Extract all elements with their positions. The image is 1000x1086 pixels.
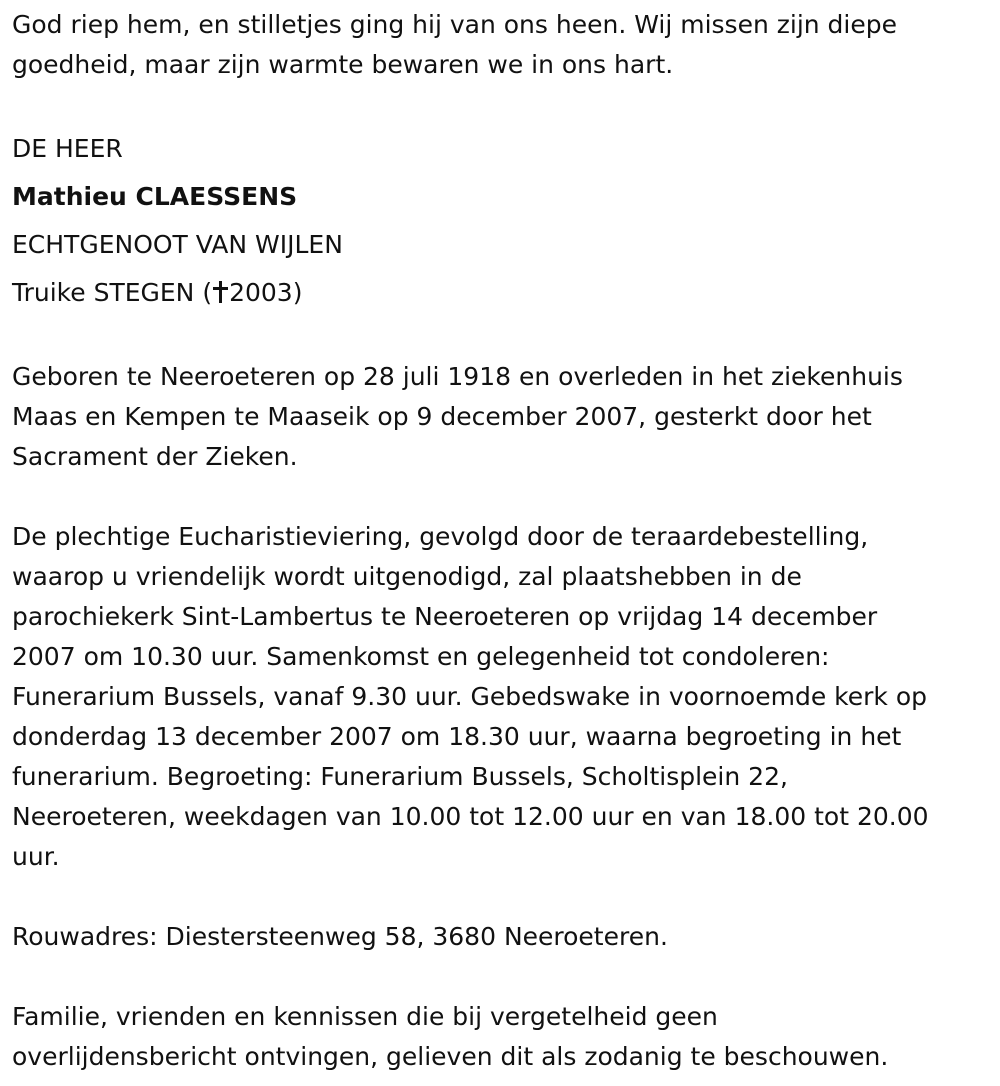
service-line: uur. (12, 842, 60, 871)
service-line: donderdag 13 december 2007 om 18.30 uur, waarna begroeting in het (12, 722, 902, 751)
closing-line: overlijdensbericht ontvingen, gelieven dit als zodanig te beschouwen. (12, 1042, 889, 1071)
intro-line: goedheid, maar zijn warmte bewaren we in ons hart. (12, 50, 674, 79)
service-line: Funerarium Bussels, vanaf 9.30 uur. Gebedswake in voornoemde kerk op (12, 682, 927, 711)
service-line: Neeroeteren, weekdagen van 10.00 tot 12.00 uur en van 18.00 tot 20.00 (12, 802, 929, 831)
cross-icon (213, 281, 227, 303)
deceased-title: DE HEER (12, 134, 123, 163)
spouse-death-year: 2003) (229, 278, 303, 307)
birth-death-paragraph (12, 357, 988, 477)
address-paragraph (12, 917, 988, 957)
deceased-name: Mathieu CLAESSENS (12, 182, 298, 211)
service-line: parochiekerk Sint-Lambertus te Neeroeteren op vrijdag 14 december (12, 602, 878, 631)
service-line: De plechtige Eucharistieviering, gevolgd door de teraardebestelling, (12, 522, 869, 551)
mourning-address: Rouwadres: Diestersteenweg 58, 3680 Neeroeteren. (12, 922, 668, 951)
service-line: waarop u vriendelijk wordt uitgenodigd, zal plaatshebben in de (12, 562, 802, 591)
service-line: funerarium. Begroeting: Funerarium Bussels, Scholtisplein 22, (12, 762, 788, 791)
service-line: 2007 om 10.30 uur. Samenkomst en gelegenheid tot condoleren: (12, 642, 830, 671)
birth-death-line: Maas en Kempen te Maaseik op 9 december 2007, gesterkt door het (12, 402, 872, 431)
closing-paragraph (12, 997, 988, 1077)
deceased-block (12, 125, 988, 317)
spouse-name: Truike STEGEN ( (12, 278, 213, 307)
birth-death-line: Sacrament der Zieken. (12, 442, 298, 471)
closing-line: Familie, vrienden en kennissen die bij vergetelheid geen (12, 1002, 718, 1031)
service-paragraph (12, 517, 988, 877)
deceased-relation: ECHTGENOOT VAN WIJLEN (12, 230, 343, 259)
intro-line: God riep hem, en stilletjes ging hij van ons heen. Wij missen zijn diepe (12, 10, 897, 39)
spouse-line (12, 269, 988, 317)
birth-death-line: Geboren te Neeroeteren op 28 juli 1918 en overleden in het ziekenhuis (12, 362, 903, 391)
intro-paragraph (12, 5, 988, 85)
